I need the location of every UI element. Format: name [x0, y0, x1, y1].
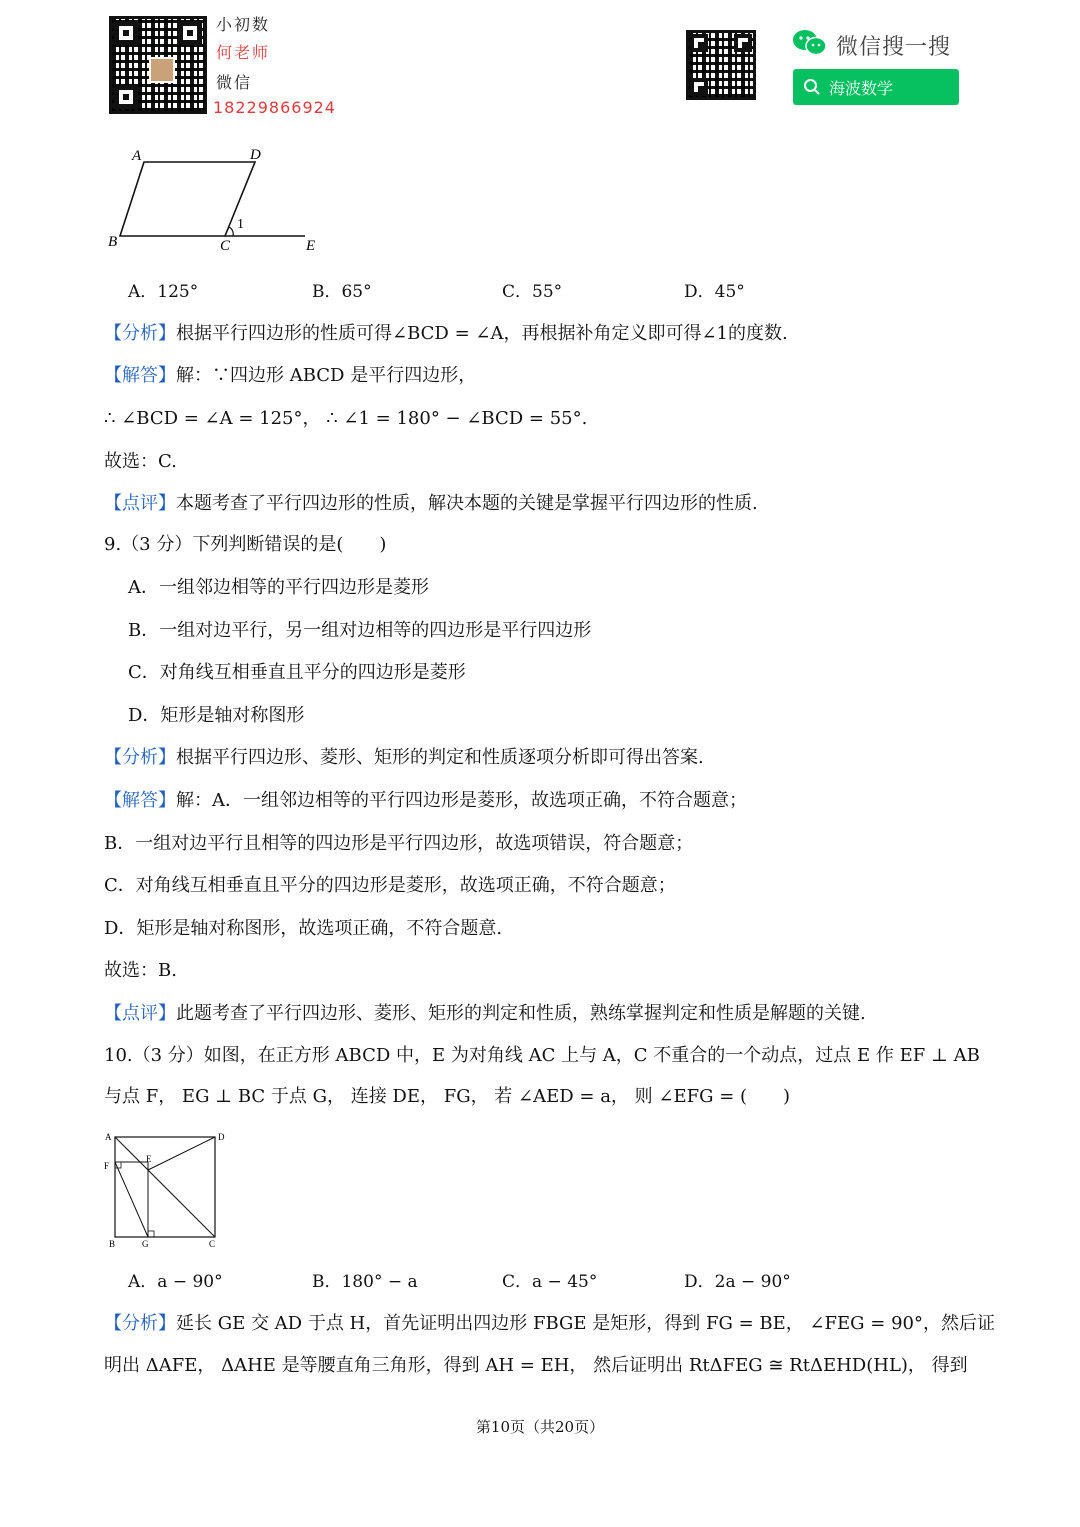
q10-analysis-text-1: 延长 GE 交 AD 于点 H，首先证明出四边形 FBGE 是矩形，得到 FG = BE， ∠FEG = 90°，然后证: [176, 1313, 995, 1334]
figure-square: [100, 1128, 230, 1250]
q8-solution-text: 解：∵四边形 ABCD 是平行四边形，: [176, 365, 477, 386]
q10-analysis-line1: [104, 1312, 995, 1336]
diagonal-ac: [115, 1137, 215, 1237]
contact-line-1: 小初数: [216, 15, 271, 34]
q9-line-c: C．对角线互相垂直且平分的四边形是菱形，故选项正确，不符合题意；: [104, 875, 676, 896]
search-icon: [803, 78, 821, 96]
comment-tag: 【点评】: [104, 493, 176, 514]
contact-line-3: 微信: [216, 73, 253, 92]
q8-analysis-text: 根据平行四边形的性质可得∠BCD = ∠A，再根据补角定义即可得∠1的度数.: [176, 323, 788, 344]
right-angle-g: [148, 1231, 154, 1237]
label-f: F: [104, 1161, 110, 1171]
q9-choice-b: B．一组对边平行，另一组对边相等的四边形是平行四边形: [128, 620, 592, 641]
q9-solution: [104, 789, 747, 813]
analysis-tag: 【分析】: [104, 323, 176, 344]
parallelogram-abcd: [120, 162, 255, 236]
q8-choice-a: A．125°: [128, 282, 199, 302]
figure-parallelogram: [100, 140, 330, 260]
search-button-label: 海波数学: [829, 78, 894, 98]
label-b: B: [109, 1239, 116, 1249]
q10-choice-c: C．a − 45°: [502, 1272, 598, 1292]
q10-stem-line2: 与点 F， EG ⊥ BC 于点 G， 连接 DE， FG， 若 ∠AED = a， 则 ∠EFG = ( ): [104, 1086, 791, 1107]
q9-line-b: B．一组对边平行且相等的四边形是平行四边形，故选项错误，符合题意；: [104, 833, 694, 854]
q9-line-d: D．矩形是轴对称图形，故选项正确，不符合题意.: [104, 918, 503, 939]
analysis-tag: 【分析】: [104, 747, 176, 768]
solution-tag: 【解答】: [104, 790, 176, 811]
label-g: G: [142, 1239, 149, 1249]
avatar: [149, 57, 175, 83]
contact-line-2: 何老师: [216, 43, 271, 62]
q8-answer: 故选：C.: [104, 451, 177, 472]
q9-solution-text: 解：A．一组邻边相等的平行四边形是菱形，故选项正确，不符合题意；: [176, 790, 747, 811]
q9-answer: 故选：B.: [104, 960, 177, 981]
q9-choice-c: C．对角线互相垂直且平分的四边形是菱形: [128, 662, 466, 683]
label-e: E: [146, 1154, 152, 1164]
q9-analysis: [104, 746, 704, 770]
q8-comment-text: 本题考查了平行四边形的性质，解决本题的关键是掌握平行四边形的性质.: [176, 493, 758, 514]
label-e: E: [306, 238, 316, 254]
segment-fg: [115, 1162, 148, 1237]
analysis-tag: 【分析】: [104, 1313, 176, 1334]
wechat-icon: [792, 28, 828, 58]
solution-tag: 【解答】: [104, 365, 176, 386]
label-d: D: [250, 147, 261, 163]
qr-code-right: [686, 30, 756, 100]
segment-fc: [115, 1162, 215, 1237]
label-angle-1: 1: [237, 217, 244, 232]
label-a: A: [132, 148, 142, 164]
q10-choice-d: D．2a − 90°: [684, 1272, 791, 1292]
q9-analysis-text: 根据平行四边形、菱形、矩形的判定和性质逐项分析即可得出答案.: [176, 747, 704, 768]
label-d: D: [218, 1132, 225, 1142]
q10-choice-a: A．a − 90°: [128, 1272, 223, 1292]
q9-choice-d: D．矩形是轴对称图形: [128, 705, 305, 726]
q9-comment: [104, 1002, 866, 1026]
q10-analysis-line2: 明出 ΔAFE， ΔAHE 是等腰直角三角形，得到 AH = EH， 然后证明出 RtΔFEG ≅ RtΔEHD(HL)， 得到: [104, 1355, 968, 1376]
q10-choice-b: B．180° − a: [312, 1272, 418, 1292]
q9-comment-text: 此题考查了平行四边形、菱形、矩形的判定和性质，熟练掌握判定和性质是解题的关键.: [176, 1003, 866, 1024]
q10-stem-line1: 10.（3 分）如图，在正方形 ABCD 中，E 为对角线 AC 上与 A，C 不重合的一个动点，过点 E 作 EF ⊥ AB: [104, 1045, 980, 1066]
label-a: A: [105, 1132, 112, 1142]
q8-choice-d: D．45°: [684, 282, 745, 302]
search-button[interactable]: [793, 69, 959, 105]
q8-step: ∴ ∠BCD = ∠A = 125°， ∴ ∠1 = 180° − ∠BCD = 55°.: [104, 408, 588, 429]
contact-phone: 18229866924: [213, 98, 336, 117]
label-c: C: [209, 1239, 216, 1249]
wechat-search-title: 微信搜一搜: [836, 35, 952, 60]
qr-code-left: [109, 16, 207, 114]
comment-tag: 【点评】: [104, 1003, 176, 1024]
segment-de: [148, 1137, 215, 1170]
q9-stem: 9.（3 分）下列判断错误的是( ): [104, 534, 387, 555]
label-b: B: [108, 234, 118, 250]
q8-comment: [104, 492, 758, 516]
q9-choice-a: A．一组邻边相等的平行四边形是菱形: [128, 577, 429, 598]
q8-choice-b: B．65°: [312, 282, 372, 302]
page-footer: 第10页（共20页）: [475, 1418, 605, 1436]
angle-1-arc: [229, 227, 233, 236]
q8-solution: [104, 364, 476, 388]
q8-choice-c: C．55°: [502, 282, 563, 302]
label-c: C: [220, 238, 231, 254]
q8-analysis: [104, 322, 788, 346]
